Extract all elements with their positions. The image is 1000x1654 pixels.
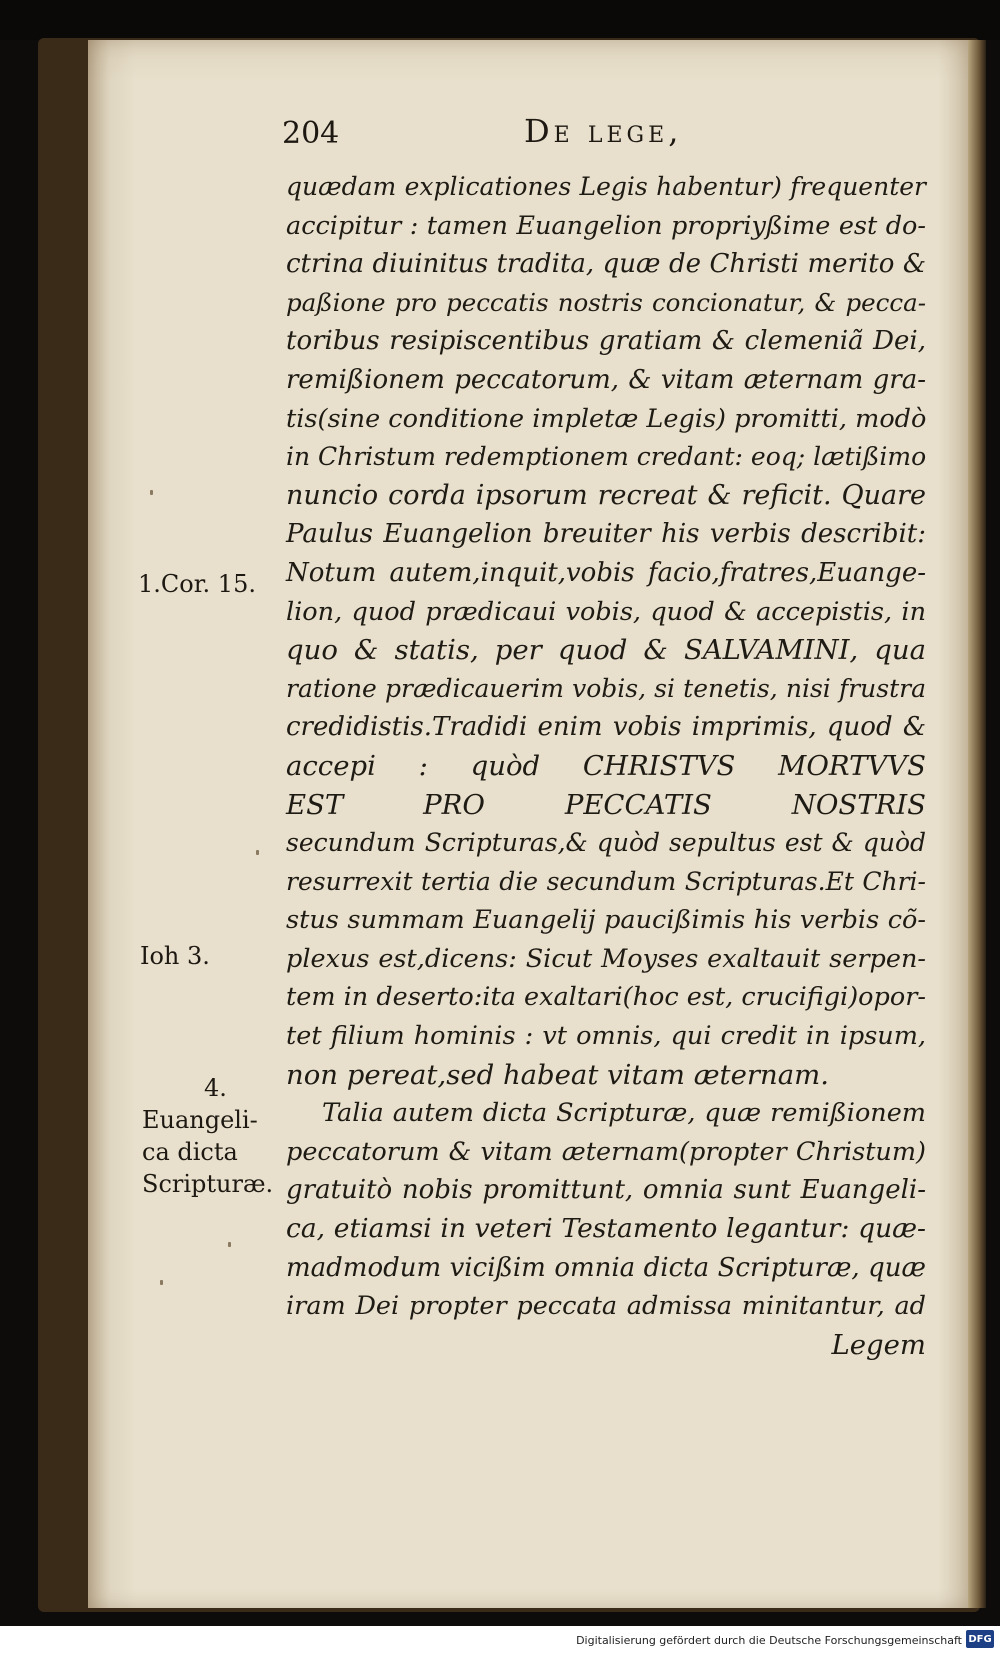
page-number: 204 — [282, 116, 340, 151]
main-text-block — [286, 168, 926, 1364]
text-line: lion, quod prædicaui vobis, quod & accepistis, in — [286, 596, 926, 627]
text-line: secundum Scripturas,& quòd sepultus est & quòd — [286, 828, 926, 858]
text-line: toribus resipiscentibus gratiam & clemeniã Dei, — [286, 326, 926, 357]
text-line: resurrexit tertia die secundum Scripturas.Et Chri- — [286, 866, 926, 896]
text-line: Paulus Euangelion breuiter his verbis describit: — [286, 519, 926, 550]
text-line: paßione pro peccatis nostris concionatur, & pecca- — [286, 287, 926, 317]
text-line: gratuitò nobis promittunt, omnia sunt Euangeli- — [286, 1175, 926, 1206]
running-head: De lege, — [524, 112, 683, 150]
margin-reference-john: Ioh 3. — [140, 942, 210, 970]
margin-note-line: Euangeli- — [142, 1106, 258, 1134]
text-line: quo & statis, per quod & SALVAMINI, qua — [286, 634, 926, 667]
dfg-logo: DFG — [966, 1630, 994, 1648]
text-line: remißionem peccatorum, & vitam æternam gra- — [286, 364, 926, 395]
text-line: nuncio corda ipsorum recreat & reficit. Quare — [286, 479, 926, 511]
paper-speck — [228, 1242, 231, 1247]
margin-note-euangelica — [142, 1072, 292, 1200]
text-line: accipitur : tamen Euangelion propriyßime est do- — [286, 210, 926, 241]
catchword: Legem — [831, 1328, 926, 1361]
paper-speck — [256, 850, 259, 855]
text-line: accepi : quòd CHRISTVS MORTVVS — [286, 749, 926, 782]
margin-reference-corinthians: 1.Cor. 15. — [138, 570, 256, 598]
text-line: stus summam Euangelij paucißimis his verbis cõ- — [286, 905, 926, 936]
paper-speck — [160, 1280, 163, 1285]
text-line: in Christum redemptionem credant: eoq; lætißimo — [286, 442, 927, 472]
text-line: Talia autem dicta Scripturæ, quæ remißionem — [286, 1098, 926, 1129]
text-line: tem in deserto:ita exaltari(hoc est, crucifigi)opor- — [286, 982, 926, 1013]
text-line: Notum autem,inquit,vobis facio,fratres,Euange- — [286, 557, 926, 588]
paper-speck — [150, 490, 153, 495]
margin-note-number: 4. — [204, 1074, 227, 1102]
text-line: iram Dei propter peccata admissa minitantur, ad — [286, 1291, 926, 1322]
text-line: quædam explicationes Legis habentur) frequenter — [286, 172, 926, 201]
scan-top-edge — [0, 0, 1000, 40]
page-fore-edge — [968, 40, 986, 1608]
text-line: ctrina diuinitus tradita, quæ de Christi merito & — [286, 249, 926, 280]
text-line: tis(sine conditione impletæ Legis) promitti, modò — [286, 403, 927, 434]
text-line: EST PRO PECCATIS NOSTRIS — [286, 788, 926, 821]
text-line: tet filium hominis : vt omnis, qui credit in ipsum, — [286, 1021, 926, 1052]
text-line: madmodum vicißim omnia dicta Scripturæ, quæ — [286, 1252, 926, 1283]
digitization-credit: Digitalisierung gefördert durch die Deutsche Forschungsgemeinschaft — [576, 1634, 962, 1647]
text-line: ca, etiamsi in veteri Testamento legantur: quæ- — [286, 1213, 926, 1245]
text-line: non pereat,sed habeat vitam æternam. — [286, 1058, 829, 1091]
margin-note-line: Scripturæ. — [142, 1170, 274, 1198]
text-line: credidistis.Tradidi enim vobis imprimis, quod & — [286, 712, 926, 743]
text-line: ratione prædicauerim vobis, si tenetis, nisi frustra — [286, 673, 926, 703]
text-line: plexus est,dicens: Sicut Moyses exaltauit serpen- — [286, 943, 926, 974]
text-line: peccatorum & vitam æternam(propter Christum) — [286, 1136, 926, 1167]
margin-note-line: ca dicta — [142, 1138, 238, 1166]
